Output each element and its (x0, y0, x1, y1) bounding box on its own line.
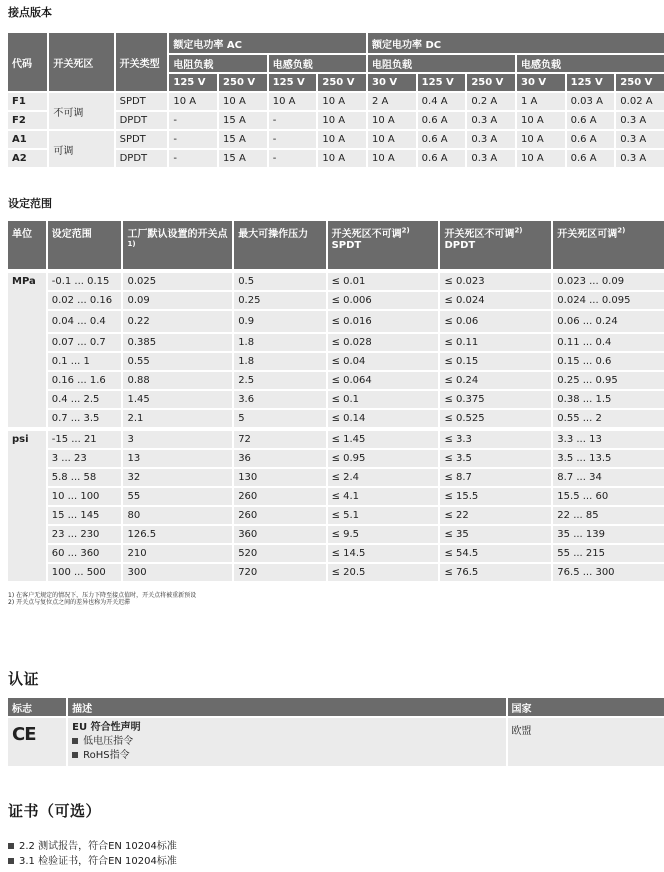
rating-cell: 10 A (368, 131, 416, 148)
header-deadband: 开关死区 (49, 33, 113, 91)
range-value-cell: 0.09 (123, 292, 232, 309)
rating-cell: 10 A (368, 112, 416, 129)
range-value-cell: 360 (234, 526, 325, 543)
range-value-cell: ≤ 54.5 (440, 545, 551, 562)
code-cell: A1 (8, 131, 47, 148)
range-value-cell: 10 ... 100 (48, 488, 122, 505)
footnote-ref: 2) (514, 226, 523, 235)
range-value-cell: ≤ 3.5 (440, 450, 551, 467)
header-dc: 额定电功率 DC (368, 33, 664, 53)
header-fixed-spdt (328, 221, 439, 269)
header-voltage: 125 V (418, 72, 466, 91)
unit-cell-empty (8, 292, 46, 309)
range-value-cell: 130 (234, 469, 325, 486)
range-value-cell: 0.25 (234, 292, 325, 309)
footnote-ref: 2) (401, 226, 410, 235)
header-switch-type: 开关类型 (116, 33, 168, 91)
header-dc-inductive: 电感负载 (517, 53, 664, 72)
rating-cell: 0.6 A (567, 131, 615, 148)
range-value-cell: ≤ 76.5 (440, 564, 551, 581)
certificate-item (8, 837, 177, 852)
footnote-2: 2) 开关点与复位点之间的差异也称为开关迟滞 (8, 599, 131, 606)
rating-cell: 10 A (269, 93, 317, 110)
header-default-point (123, 221, 232, 269)
header-ac-inductive: 电感负载 (269, 53, 366, 72)
unit-cell-empty (8, 469, 46, 486)
table-row (8, 311, 664, 332)
rating-cell: 2 A (368, 93, 416, 110)
header-code: 代码 (8, 33, 47, 91)
rating-cell: 0.6 A (418, 131, 466, 148)
range-value-cell: 0.024 ... 0.095 (553, 292, 664, 309)
range-value-cell: 2.1 (123, 410, 232, 427)
range-value-cell: 5 (234, 410, 325, 427)
certificate-item-text: 3.1 检验证书，符合EN 10204标准 (19, 856, 177, 867)
range-value-cell: 0.88 (123, 372, 232, 389)
unit-cell-empty (8, 450, 46, 467)
certificate-item-text: 2.2 测试报告，符合EN 10204标准 (19, 841, 177, 852)
header-spdt-label: SPDT (331, 240, 362, 251)
range-value-cell: 0.025 (123, 273, 232, 290)
unit-cell: psi (8, 431, 46, 448)
header-voltage: 250 V (467, 72, 515, 91)
code-cell: F1 (8, 93, 47, 110)
header-voltage: 125 V (169, 72, 217, 91)
range-value-cell: ≤ 22 (440, 507, 551, 524)
range-value-cell: 3.3 ... 13 (553, 431, 664, 448)
range-value-cell: 3.6 (234, 391, 325, 408)
rating-cell: 10 A (368, 150, 416, 167)
cert-item (72, 735, 501, 749)
rating-cell: 0.6 A (567, 112, 615, 129)
header-voltage: 125 V (567, 72, 615, 91)
cert-description-cell (68, 718, 505, 766)
switch-type-cell: SPDT (116, 93, 168, 110)
table-row (8, 93, 664, 110)
rating-cell: 10 A (318, 112, 366, 129)
switch-type-cell: SPDT (116, 131, 168, 148)
range-value-cell: 13 (123, 450, 232, 467)
range-value-cell: -0.1 ... 0.15 (48, 273, 122, 290)
rating-cell: 0.03 A (567, 93, 615, 110)
range-value-cell: 0.22 (123, 311, 232, 332)
rating-cell: 10 A (517, 150, 565, 167)
unit-cell-empty (8, 545, 46, 562)
table-row (8, 488, 664, 505)
range-value-cell: 0.25 ... 0.95 (553, 372, 664, 389)
footnote-1: 1) 在客户无规定的情况下，压力下降至接点值时，开关点将被重新预设 (8, 592, 197, 599)
header-adjustable-text: 开关死区可调 (557, 229, 618, 240)
range-value-cell: ≤ 0.11 (440, 334, 551, 351)
range-value-cell: ≤ 20.5 (328, 564, 439, 581)
header-unit: 单位 (8, 221, 46, 269)
switch-type-cell: DPDT (116, 150, 168, 167)
range-value-cell: 0.02 ... 0.16 (48, 292, 122, 309)
ce-mark-cell (8, 718, 66, 766)
code-cell: F2 (8, 112, 47, 129)
header-dpdt-label: DPDT (444, 240, 476, 251)
range-value-cell: 35 ... 139 (553, 526, 664, 543)
range-value-cell: 0.38 ... 1.5 (553, 391, 664, 408)
range-value-cell: 720 (234, 564, 325, 581)
range-value-cell: ≤ 0.064 (328, 372, 439, 389)
range-value-cell: ≤ 4.1 (328, 488, 439, 505)
unit-cell-empty (8, 334, 46, 351)
unit-cell-empty (8, 391, 46, 408)
cert-item-text: 低电压指令 (83, 736, 134, 747)
cert-table (6, 698, 664, 766)
range-value-cell: 55 ... 215 (553, 545, 664, 562)
range-value-cell: ≤ 5.1 (328, 507, 439, 524)
rating-cell: 0.4 A (418, 93, 466, 110)
unit-cell-empty (8, 410, 46, 427)
deadband-cell: 不可调 (49, 93, 113, 129)
range-value-cell: ≤ 0.1 (328, 391, 439, 408)
range-value-cell: 126.5 (123, 526, 232, 543)
rating-cell: - (169, 150, 217, 167)
cert-item (72, 749, 501, 763)
code-cell: A2 (8, 150, 47, 167)
bullet-icon (72, 752, 78, 758)
range-value-cell: ≤ 0.023 (440, 273, 551, 290)
rating-cell: - (169, 131, 217, 148)
deadband-cell: 可调 (49, 131, 113, 167)
header-default-text: 工厂默认设置的开关点 (127, 229, 228, 240)
range-value-cell: 1.8 (234, 334, 325, 351)
table-row (8, 450, 664, 467)
rating-cell: 10 A (169, 93, 217, 110)
header-fixed-dpdt-text: 开关死区不可调 (444, 229, 515, 240)
range-value-cell: 76.5 ... 300 (553, 564, 664, 581)
range-value-cell: 3 ... 23 (48, 450, 122, 467)
certificate-section-title: 证书（可选） (8, 802, 102, 820)
bullet-icon (8, 858, 14, 864)
rating-cell: 15 A (219, 131, 267, 148)
header-fixed-spdt-text: 开关死区不可调 (331, 229, 402, 240)
range-value-cell: 3.5 ... 13.5 (553, 450, 664, 467)
unit-cell-empty (8, 353, 46, 370)
contact-section-title: 接点版本 (8, 6, 52, 19)
table-row (8, 469, 664, 486)
range-value-cell: 0.04 ... 0.4 (48, 311, 122, 332)
rating-cell: 0.2 A (467, 93, 515, 110)
range-value-cell: ≤ 0.016 (328, 311, 439, 332)
certificate-item (8, 852, 177, 867)
range-value-cell: ≤ 0.01 (328, 273, 439, 290)
range-value-cell: ≤ 0.375 (440, 391, 551, 408)
rating-cell: - (269, 112, 317, 129)
table-row (8, 526, 664, 543)
range-value-cell: ≤ 0.028 (328, 334, 439, 351)
unit-cell-empty (8, 488, 46, 505)
header-country: 国家 (508, 698, 664, 716)
range-value-cell: 72 (234, 431, 325, 448)
header-fixed-dpdt (440, 221, 551, 269)
range-value-cell: 0.385 (123, 334, 232, 351)
range-value-cell: 100 ... 500 (48, 564, 122, 581)
range-value-cell: ≤ 0.14 (328, 410, 439, 427)
range-value-cell: -15 ... 21 (48, 431, 122, 448)
range-value-cell: 22 ... 85 (553, 507, 664, 524)
range-value-cell: 0.55 ... 2 (553, 410, 664, 427)
table-row (8, 273, 664, 290)
range-value-cell: 60 ... 360 (48, 545, 122, 562)
rating-cell: 0.02 A (616, 93, 664, 110)
header-voltage: 125 V (269, 72, 317, 91)
ce-mark-icon: CE (12, 724, 36, 745)
unit-cell-empty (8, 564, 46, 581)
range-value-cell: ≤ 8.7 (440, 469, 551, 486)
rating-cell: 0.3 A (616, 131, 664, 148)
cert-item-text: RoHS指令 (83, 750, 130, 761)
rating-cell: 0.3 A (616, 112, 664, 129)
range-value-cell: 80 (123, 507, 232, 524)
table-row (8, 353, 664, 370)
range-value-cell: ≤ 0.525 (440, 410, 551, 427)
cert-desc-title: EU 符合性声明 (72, 722, 141, 733)
table-row (8, 545, 664, 562)
unit-cell-empty (8, 507, 46, 524)
rating-cell: 0.3 A (467, 131, 515, 148)
range-value-cell: ≤ 0.04 (328, 353, 439, 370)
range-value-cell: ≤ 1.45 (328, 431, 439, 448)
bullet-icon (8, 843, 14, 849)
table-row (8, 507, 664, 524)
range-value-cell: ≤ 35 (440, 526, 551, 543)
header-ac: 额定电功率 AC (169, 33, 366, 53)
range-value-cell: ≤ 0.95 (328, 450, 439, 467)
range-value-cell: 0.4 ... 2.5 (48, 391, 122, 408)
rating-cell: 0.3 A (467, 112, 515, 129)
cert-country-cell: 欧盟 (508, 718, 664, 766)
table-row (8, 410, 664, 427)
range-value-cell: 32 (123, 469, 232, 486)
header-voltage: 30 V (368, 72, 416, 91)
range-value-cell: 0.1 ... 1 (48, 353, 122, 370)
range-value-cell: 5.8 ... 58 (48, 469, 122, 486)
range-value-cell: ≤ 0.24 (440, 372, 551, 389)
range-value-cell: 0.5 (234, 273, 325, 290)
range-value-cell: 1.8 (234, 353, 325, 370)
range-value-cell: 55 (123, 488, 232, 505)
header-voltage: 250 V (219, 72, 267, 91)
rating-cell: 0.6 A (567, 150, 615, 167)
rating-cell: 15 A (219, 150, 267, 167)
rating-cell: 10 A (517, 112, 565, 129)
header-dc-resistive: 电阻负载 (368, 53, 515, 72)
range-value-cell: 23 ... 230 (48, 526, 122, 543)
rating-cell: 10 A (318, 150, 366, 167)
range-value-cell: ≤ 0.024 (440, 292, 551, 309)
rating-cell: 10 A (318, 131, 366, 148)
range-value-cell: 520 (234, 545, 325, 562)
header-ac-resistive: 电阻负载 (169, 53, 266, 72)
setting-table (6, 221, 664, 581)
range-value-cell: ≤ 9.5 (328, 526, 439, 543)
range-value-cell: ≤ 15.5 (440, 488, 551, 505)
table-row (8, 564, 664, 581)
bullet-icon (72, 738, 78, 744)
range-value-cell: 15.5 ... 60 (553, 488, 664, 505)
rating-cell: 1 A (517, 93, 565, 110)
rating-cell: 15 A (219, 112, 267, 129)
range-value-cell: ≤ 0.15 (440, 353, 551, 370)
rating-cell: 10 A (517, 131, 565, 148)
range-value-cell: 0.55 (123, 353, 232, 370)
rating-cell: 0.3 A (616, 150, 664, 167)
rating-cell: - (269, 150, 317, 167)
header-voltage: 250 V (616, 72, 664, 91)
contact-table (6, 33, 664, 167)
range-value-cell: ≤ 3.3 (440, 431, 551, 448)
range-value-cell: 3 (123, 431, 232, 448)
table-row (8, 131, 664, 148)
unit-cell-empty (8, 311, 46, 332)
range-value-cell: 2.5 (234, 372, 325, 389)
header-voltage: 30 V (517, 72, 565, 91)
range-value-cell: 0.7 ... 3.5 (48, 410, 122, 427)
cert-section-title: 认证 (8, 670, 40, 688)
rating-cell: 0.6 A (418, 112, 466, 129)
range-value-cell: 300 (123, 564, 232, 581)
range-value-cell: 0.11 ... 0.4 (553, 334, 664, 351)
switch-type-cell: DPDT (116, 112, 168, 129)
unit-cell-empty (8, 372, 46, 389)
rating-cell: 10 A (318, 93, 366, 110)
range-value-cell: 0.9 (234, 311, 325, 332)
header-description: 描述 (68, 698, 505, 716)
table-row (8, 372, 664, 389)
unit-cell: MPa (8, 273, 46, 290)
range-value-cell: 1.45 (123, 391, 232, 408)
header-mark: 标志 (8, 698, 66, 716)
table-row (8, 431, 664, 448)
range-value-cell: 36 (234, 450, 325, 467)
header-range: 设定范围 (48, 221, 122, 269)
table-row (8, 292, 664, 309)
setting-section-title: 设定范围 (8, 197, 52, 210)
table-row (8, 334, 664, 351)
range-value-cell: ≤ 14.5 (328, 545, 439, 562)
range-value-cell: ≤ 2.4 (328, 469, 439, 486)
unit-cell-empty (8, 526, 46, 543)
footnote-ref: 2) (617, 226, 626, 235)
range-value-cell: 0.06 ... 0.24 (553, 311, 664, 332)
range-value-cell: 0.07 ... 0.7 (48, 334, 122, 351)
footnote-ref: 1) (127, 240, 136, 248)
range-value-cell: ≤ 0.006 (328, 292, 439, 309)
range-value-cell: 0.023 ... 0.09 (553, 273, 664, 290)
header-adjustable (553, 221, 664, 269)
header-max-pressure: 最大可操作压力 (234, 221, 325, 269)
range-value-cell: 260 (234, 507, 325, 524)
range-value-cell: 8.7 ... 34 (553, 469, 664, 486)
header-voltage: 250 V (318, 72, 366, 91)
rating-cell: - (269, 131, 317, 148)
range-value-cell: 210 (123, 545, 232, 562)
rating-cell: 10 A (219, 93, 267, 110)
rating-cell: 0.6 A (418, 150, 466, 167)
range-value-cell: 0.15 ... 0.6 (553, 353, 664, 370)
range-value-cell: ≤ 0.06 (440, 311, 551, 332)
range-value-cell: 260 (234, 488, 325, 505)
range-value-cell: 0.16 ... 1.6 (48, 372, 122, 389)
rating-cell: - (169, 112, 217, 129)
range-value-cell: 15 ... 145 (48, 507, 122, 524)
table-row (8, 391, 664, 408)
rating-cell: 0.3 A (467, 150, 515, 167)
